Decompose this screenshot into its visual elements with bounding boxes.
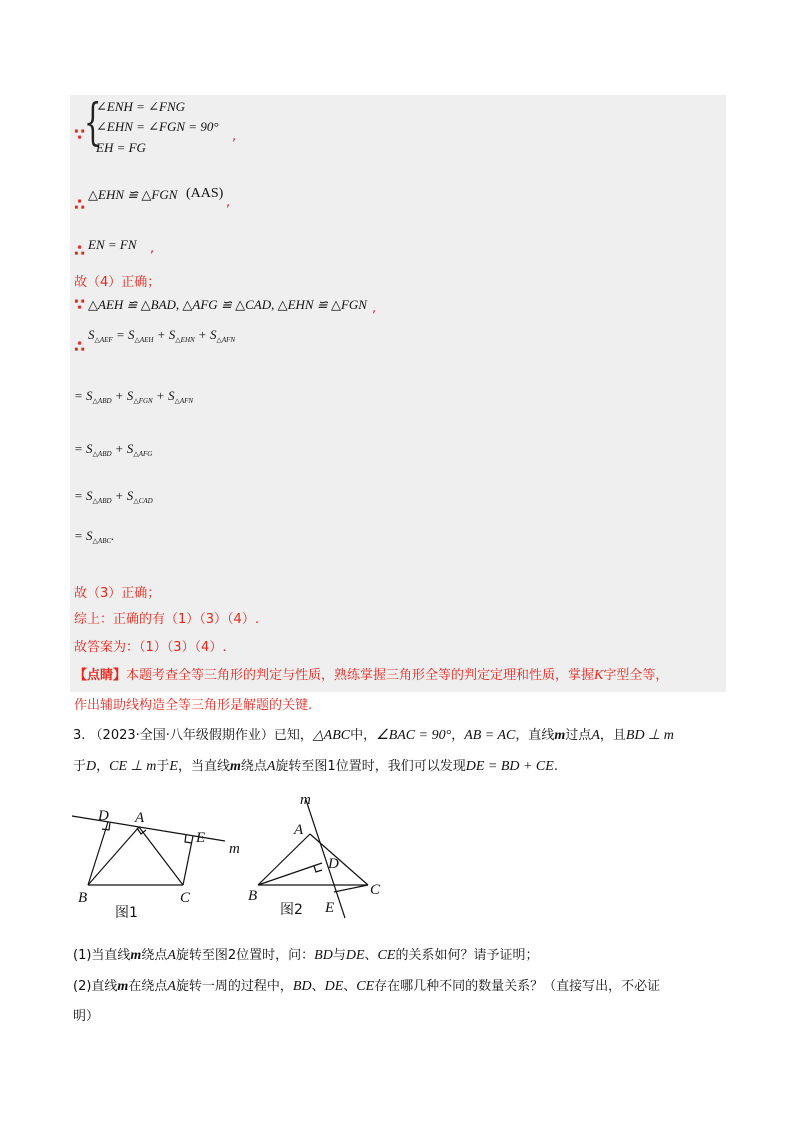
fig1-ac <box>139 827 183 885</box>
q2-b: 在绕点 <box>128 979 168 994</box>
q1-c: 旋转至图2位置时，问： <box>175 948 315 963</box>
problem-line-2 <box>73 755 558 775</box>
therefore-symbol: ∴ <box>74 195 86 214</box>
problem-line2-e: 旋转至图1位置时，我们可以发现 <box>275 759 466 774</box>
solution-block <box>70 95 726 692</box>
figures-svg <box>0 790 800 930</box>
conclusion-3: 故（3）正确； <box>74 586 161 601</box>
problem-a-2: A <box>266 759 276 774</box>
problem-line2-d: 绕点 <box>240 759 267 774</box>
fig1-label-a: A <box>135 810 145 826</box>
fig1-label-m: m <box>229 841 240 857</box>
fig2-label-d: D <box>328 856 339 872</box>
fig1-label-e: E <box>196 830 206 846</box>
q2-e: 、 <box>343 979 357 994</box>
fig1-bd <box>88 822 108 885</box>
problem-mid-1: 中， <box>350 728 377 743</box>
because-symbol: ∵ <box>74 125 86 144</box>
problem-mid-4: ，且 <box>599 728 626 743</box>
q1-f: 的关系如何？请予证明； <box>395 948 539 963</box>
step5-t1-sub: △ABC <box>92 537 112 545</box>
area-step-4: = $S_{\triangle ABD} + S_{\triangle CAD}$ <box>74 488 153 505</box>
fig2-caption: 图2 <box>280 902 303 918</box>
fig1-label-b: B <box>78 890 88 906</box>
fig2-label-m: m <box>300 792 311 808</box>
area-step-2: = $S_{\triangle ABD} + S_{\triangle FGN} + S_{\triangle AFN}$ <box>74 388 194 405</box>
problem-m-2: m <box>229 759 241 774</box>
step2-t2-sub: △FGN <box>133 397 153 405</box>
step3-t1-sub: △ABD <box>92 450 112 458</box>
fig2-ce <box>334 885 368 892</box>
step5-end: . <box>111 528 115 543</box>
problem-angle: ∠BAC = 90° <box>376 728 452 743</box>
area-t1-sub: △AEH <box>134 336 154 344</box>
problem-line2-c: ，当直线 <box>177 759 230 774</box>
problem-sep-1: ， <box>451 728 465 743</box>
comment-text-1: 本题考查全等三角形的判定与性质，熟练掌握三角形全等的判定定理和性质，掌握 <box>126 668 595 683</box>
area-lhs-s: S <box>88 327 95 342</box>
problem-ce-perp: CE ⊥ m <box>109 759 157 774</box>
q2-c: 旋转一周的过程中， <box>175 979 293 994</box>
fig1-right-angle-e <box>185 835 192 843</box>
question-2-line-2: 明） <box>73 1009 100 1024</box>
q2-m: m <box>117 979 129 994</box>
fig2-label-b: B <box>248 888 258 904</box>
area-lhs: $S_{\triangle AEF} = S_{\triangle AEH} + S_{\triangle EHN} + S_{\triangle AFN}$ <box>88 327 236 344</box>
q1-e: 、 <box>364 948 378 963</box>
area-lhs-sub: △AEF <box>94 336 113 344</box>
question-2 <box>73 975 660 995</box>
problem-bd-perp: BD ⊥ m <box>625 728 674 743</box>
figure-2 <box>258 800 368 918</box>
comment-line-2: 作出辅助线构造全等三角形是解题的关键. <box>74 698 313 713</box>
problem-end: . <box>553 759 558 774</box>
problem-m-1: m <box>554 728 566 743</box>
left-brace: { <box>84 93 102 151</box>
q2-a: (2)直线 <box>73 979 118 994</box>
problem-mid-2: ，直线 <box>515 728 555 743</box>
problem-source: （2023·全国·八年级假期作业）已知， <box>89 728 313 743</box>
problem-triangle: △ABC <box>312 728 351 743</box>
problem-line-1 <box>73 724 674 744</box>
fig2-right-angle-d <box>314 866 322 872</box>
problem-line2-a: 于 <box>73 759 87 774</box>
answer-line: 故答案为：（1）（3）（4）. <box>74 640 227 655</box>
congruence-expr: △EHN ≌ △FGN <box>88 187 178 202</box>
fig2-label-e: E <box>325 900 335 916</box>
en-fn-comma: , <box>150 241 155 256</box>
comment-tag: 【点睛】 <box>74 668 127 683</box>
congruence-reason: (AAS) <box>186 186 224 201</box>
step2-t1-sub: △ABD <box>92 397 112 405</box>
conclusion-4: 故（4）正确； <box>74 275 161 290</box>
problem-e: E <box>169 759 178 774</box>
fig2-ac <box>310 834 368 885</box>
fig1-label-c: C <box>180 890 191 906</box>
q2-point-a: A <box>167 979 176 994</box>
problem-number: 3. <box>73 728 86 743</box>
problem-sep-2: ， <box>96 759 110 774</box>
fig2-bd <box>258 863 322 885</box>
q2-ce: CE <box>356 979 375 994</box>
therefore-symbol-2: ∴ <box>74 241 86 260</box>
comment-k: K <box>594 668 604 683</box>
step3-t2-sub: △AFG <box>133 450 153 458</box>
problem-mid-3: 过点 <box>565 728 592 743</box>
system-comma: , <box>232 129 237 144</box>
summary-line: 综上：正确的有（1）（3）（4）. <box>74 612 259 627</box>
system-line-2: ∠EHN = ∠FGN = 90° <box>96 119 219 134</box>
problem-a-1: A <box>591 728 600 743</box>
q1-de: DE <box>345 948 365 963</box>
area-t3-sub: △AFN <box>216 336 236 344</box>
q1-ce: CE <box>377 948 396 963</box>
step2-t3-sub: △AFN <box>174 397 194 405</box>
q1-a: (1)当直线 <box>73 948 131 963</box>
step4-t2-sub: △CAD <box>133 497 153 505</box>
fig1-label-d: D <box>98 808 109 824</box>
area-t1-s: S <box>128 327 135 342</box>
q2-f: 存在哪几种不同的数量关系？（直接写出，不必证 <box>374 979 661 994</box>
area-step-3: = $S_{\triangle ABD} + S_{\triangle AFG}$ <box>74 441 153 458</box>
q2-bd: BD <box>292 979 312 994</box>
question-1 <box>73 944 538 964</box>
q2-de: DE <box>324 979 344 994</box>
because-2-expr: △AEH ≌ △BAD, △AFG ≌ △CAD, △EHN ≌ △FGN <box>88 297 367 312</box>
q1-b: 绕点 <box>141 948 168 963</box>
fig2-label-c: C <box>370 882 381 898</box>
q1-m: m <box>130 948 142 963</box>
comment-text-2: 字型全等， <box>603 668 669 683</box>
q2-d: 、 <box>311 979 325 994</box>
fig1-caption: 图1 <box>115 905 138 921</box>
system-line-3: EH = FG <box>96 140 146 155</box>
q1-d: 与 <box>332 948 346 963</box>
system-line-1: ∠ENH = ∠FNG <box>96 99 186 114</box>
area-t3-s: S <box>209 327 217 342</box>
therefore-symbol-3: ∴ <box>74 337 86 356</box>
area-step-5: = $S_{\triangle ABC}$. <box>74 528 115 545</box>
figure-1 <box>72 816 225 885</box>
because-symbol-2: ∵ <box>74 295 86 314</box>
problem-relation: DE = BD + CE <box>465 759 554 774</box>
problem-line2-b: 于 <box>156 759 170 774</box>
q1-bd: BD <box>314 948 333 963</box>
area-t2-s: S <box>168 327 176 342</box>
problem-d: D <box>86 759 97 774</box>
because-2-comma: , <box>372 301 377 316</box>
fig2-ab <box>258 834 310 885</box>
q1-point-a: A <box>167 948 176 963</box>
fig2-label-a: A <box>294 822 304 838</box>
congruence-comma: , <box>226 195 231 210</box>
area-t2-sub: △EHN <box>175 336 195 344</box>
step4-t1-sub: △ABD <box>92 497 112 505</box>
problem-ab-ac: AB = AC <box>464 728 516 743</box>
comment-line-1 <box>74 664 668 684</box>
en-fn-expr: EN = FN <box>88 237 137 252</box>
fig1-ab <box>88 827 139 885</box>
